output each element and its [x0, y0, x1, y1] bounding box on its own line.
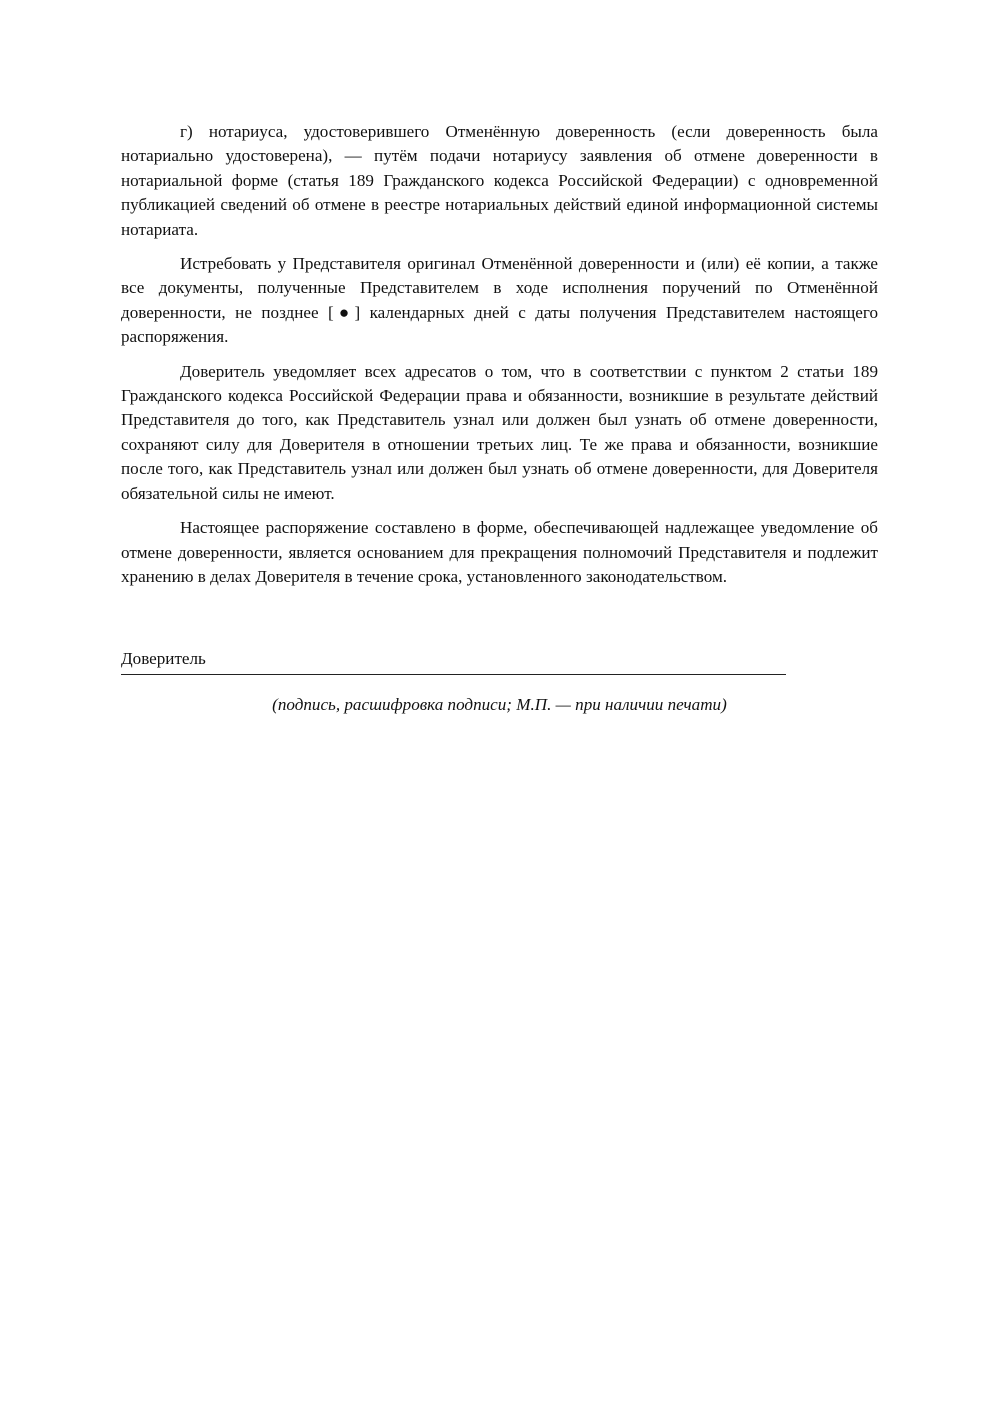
- signature-spacer: [121, 599, 878, 647]
- signature-line: [121, 674, 786, 675]
- paragraph-order-form: Настоящее распоряжение составлено в форме, обеспечивающей надлежащее уведомление об отмене доверенности, является основанием для прекращения полномочий Представителя и подлежит хранению в делах Доверителя в течение срока, установленного законодательством.: [121, 518, 878, 586]
- paragraph-rights-notice: Доверитель уведомляет всех адресатов о том, что в соответствии с пунктом 2 статьи 189 Гражданского кодекса Российской Федерации права и обязанности, возникшие в результате действий Представителя до того, как Представитель узнал или должен был узнать об отмене доверенности, сохраняют силу для Доверителя в отношении третьих лиц. Те же права и обязанности, возникшие после того, как Представитель узнал или должен был узнать об отмене доверенности, для Доверителя обязательной силы не имеют.: [121, 361, 878, 503]
- paragraph-notary-revocation: г) нотариуса, удостоверившего Отменённую доверенность (если доверенность была нотариально удостоверена), — путём подачи нотариусу заявления об отмене доверенности в нотариальной форме (статья 189 Гражданского кодекса Российской Федерации) с одновременной публикацией сведений об отмене в реестре нотариальных действий единой информационной системы нотариата.: [121, 122, 878, 239]
- document-page: [121, 120, 878, 717]
- signer-label: Доверитель: [121, 649, 206, 669]
- signature-caption: (подпись, расшифровка подписи; М.П. — при наличии печати): [272, 695, 727, 715]
- paragraph-reclaim-documents: Истребовать у Представителя оригинал Отменённой доверенности и (или) её копии, а также все документы, полученные Представителем в ходе исполнения поручений по Отменённой доверенности, не позднее [●] календарных дней с даты получения Представителем настоящего распоряжения.: [121, 254, 878, 347]
- signature-block: [121, 647, 878, 717]
